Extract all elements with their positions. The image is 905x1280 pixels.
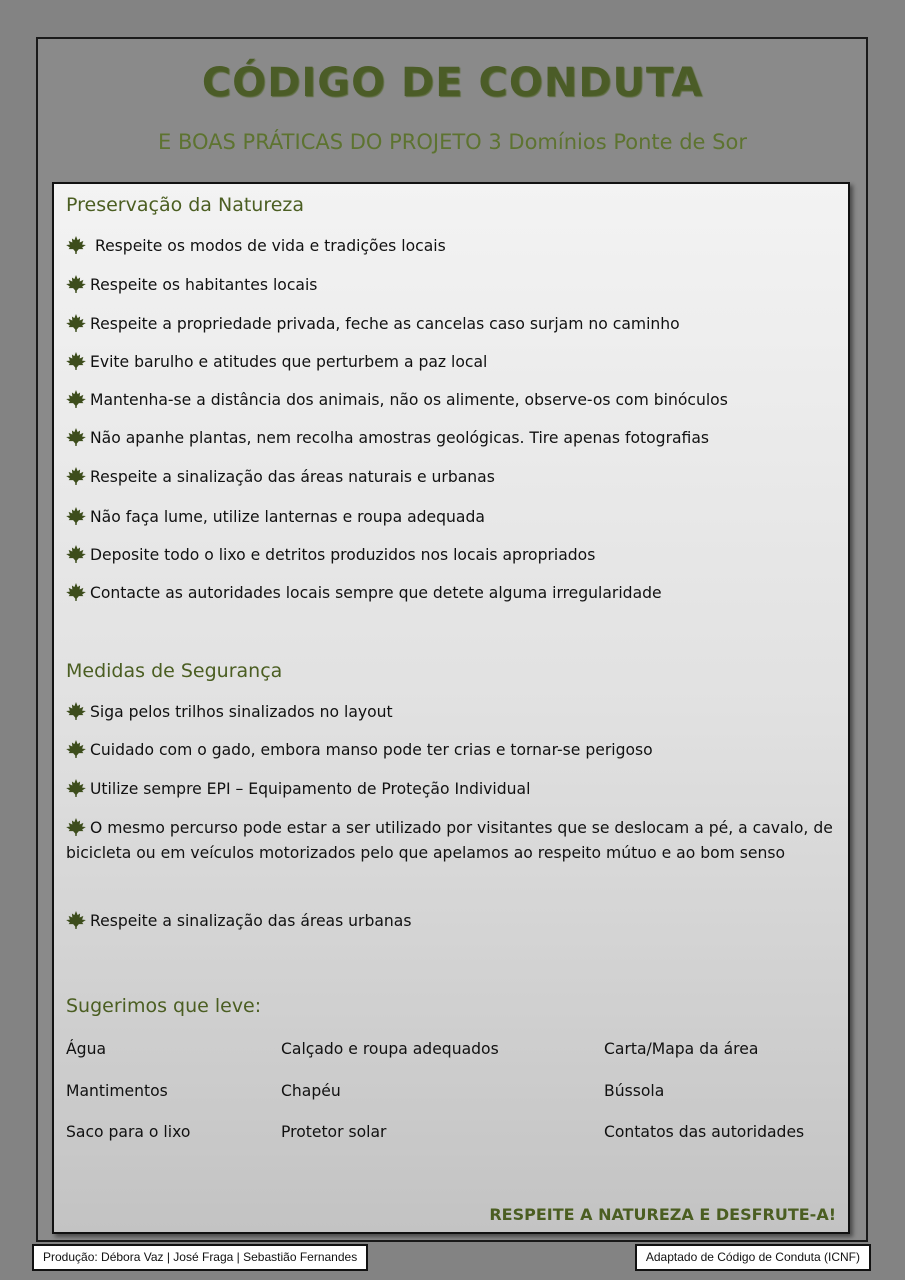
bring-item: Bússola [604, 1082, 665, 1100]
list-item-text: Não apanhe plantas, nem recolha amostras geológicas. Tire apenas fotografias [90, 429, 710, 447]
section-title-safety: Medidas de Segurança [66, 660, 283, 682]
list-item [66, 700, 836, 725]
list-item [66, 388, 836, 413]
list-item [66, 543, 836, 568]
content-panel [52, 182, 850, 1234]
section-title-bring: Sugerimos que leve: [66, 995, 262, 1017]
bring-item: Chapéu [281, 1082, 341, 1100]
list-item-text: Respeite a propriedade privada, feche as cancelas caso surjam no caminho [90, 315, 680, 333]
list-item-text: Não faça lume, utilize lanternas e roupa adequada [90, 508, 485, 526]
list-item-text: Contacte as autoridades locais sempre que detete alguma irregularidade [90, 584, 662, 602]
list-item-text: Cuidado com o gado, embora manso pode ter crias e tornar-se perigoso [90, 741, 653, 759]
maple-leaf-icon [66, 702, 86, 720]
maple-leaf-icon [66, 818, 86, 836]
list-item-text: Evite barulho e atitudes que perturbem a paz local [90, 353, 488, 371]
maple-leaf-icon [66, 314, 86, 332]
bring-item: Água [66, 1040, 107, 1058]
list-item [66, 816, 836, 866]
list-item [66, 505, 836, 530]
list-item-text: Siga pelos trilhos sinalizados no layout [90, 703, 393, 721]
list-item-text: Respeite a sinalização das áreas urbanas [90, 912, 412, 930]
list-item [66, 234, 836, 259]
list-item [66, 777, 836, 802]
bring-item: Saco para o lixo [66, 1123, 191, 1141]
slogan: RESPEITE A NATUREZA E DESFRUTE-A! [489, 1205, 836, 1224]
page-subtitle: E BOAS PRÁTICAS DO PROJETO 3 Domínios Ponte de Sor [158, 130, 747, 154]
bring-item: Protetor solar [281, 1123, 387, 1141]
maple-leaf-icon [66, 507, 86, 525]
list-item [66, 909, 836, 934]
list-item [66, 738, 836, 763]
list-item-text: O mesmo percurso pode estar a ser utilizado por visitantes que se deslocam a pé, a cavalo, de bicicleta ou em veículos motorizados pelo que apelamos ao respeito mútuo e ao bom senso [66, 819, 833, 862]
maple-leaf-icon [66, 740, 86, 758]
maple-leaf-icon [66, 352, 86, 370]
maple-leaf-icon [66, 911, 86, 929]
list-item-text: Respeite os modos de vida e tradições locais [90, 237, 446, 255]
list-item-text: Respeite a sinalização das áreas naturais e urbanas [90, 468, 495, 486]
bring-item: Calçado e roupa adequados [281, 1040, 499, 1058]
maple-leaf-icon [66, 236, 86, 254]
maple-leaf-icon [66, 583, 86, 601]
list-item [66, 581, 836, 606]
page-title: CÓDIGO DE CONDUTA [201, 60, 704, 106]
list-item-text: Deposite todo o lixo e detritos produzidos nos locais apropriados [90, 546, 596, 564]
adapted-credit: Adaptado de Código de Conduta (ICNF) [635, 1244, 871, 1271]
list-item-text: Utilize sempre EPI – Equipamento de Proteção Individual [90, 780, 531, 798]
list-item [66, 350, 836, 375]
section-title-nature: Preservação da Natureza [66, 194, 305, 216]
list-item [66, 312, 836, 337]
maple-leaf-icon [66, 390, 86, 408]
maple-leaf-icon [66, 545, 86, 563]
bring-item: Mantimentos [66, 1082, 168, 1100]
list-item [66, 426, 836, 451]
list-item-text: Respeite os habitantes locais [90, 276, 318, 294]
bring-item: Contatos das autoridades [604, 1123, 805, 1141]
maple-leaf-icon [66, 467, 86, 485]
bring-item: Carta/Mapa da área [604, 1040, 759, 1058]
maple-leaf-icon [66, 779, 86, 797]
maple-leaf-icon [66, 275, 86, 293]
list-item-text: Mantenha-se a distância dos animais, não os alimente, observe-os com binóculos [90, 391, 728, 409]
maple-leaf-icon [66, 428, 86, 446]
list-item [66, 273, 836, 298]
production-credit: Produção: Débora Vaz | José Fraga | Sebastião Fernandes [32, 1244, 368, 1271]
list-item [66, 465, 836, 490]
